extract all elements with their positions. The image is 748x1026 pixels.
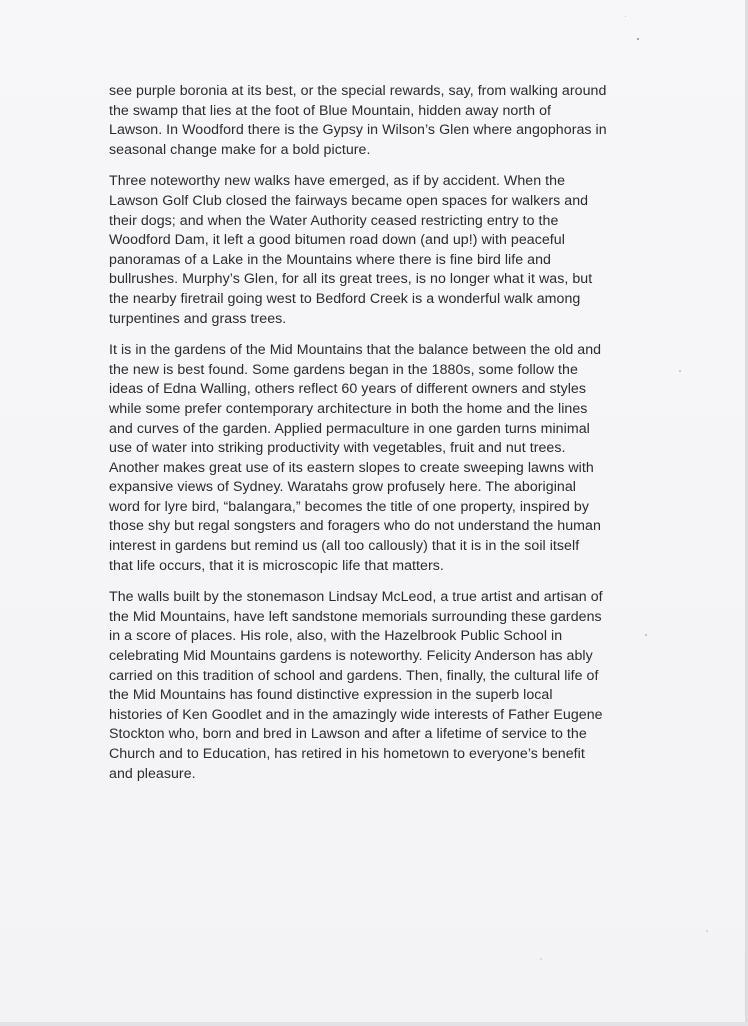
text-line: Lawson Golf Club closed the fairways became open spaces for walkers and: [109, 192, 589, 209]
text-line: Another makes great use of its eastern slopes to create sweeping lawns with: [109, 459, 594, 476]
scan-speck: [540, 958, 542, 960]
scan-speck: [706, 930, 708, 932]
text-line: Lawson. In Woodford there is the Gypsy in Wilson’s Glen where angophoras in: [109, 122, 607, 139]
text-line: the new is best found. Some gardens began in the 1880s, some follow the: [109, 361, 578, 378]
text-line: ideas of Edna Walling, others reflect 60 years of different owners and styles: [109, 381, 587, 398]
text-line: Stockton who, born and bred in Lawson and after a lifetime of service to the: [109, 726, 587, 743]
paragraph-4: [109, 588, 629, 784]
scan-speck: [637, 38, 639, 40]
text-line: The walls built by the stonemason Lindsay McLeod, a true artist and artisan of: [109, 589, 603, 606]
text-line: the Mid Mountains has found distinctive expression in the superb local: [109, 687, 553, 704]
text-line: interest in gardens but remind us (all too callously) that it is in the soil itself: [109, 538, 580, 555]
text-line: histories of Ken Goodlet and in the amazingly wide interests of Father Eugene: [109, 706, 603, 723]
text-line: panoramas of a Lake in the Mountains where there is fine bird life and: [109, 251, 551, 268]
text-line: expansive views of Sydney. Waratahs grow profusely here. The aboriginal: [109, 479, 576, 496]
paragraph-2: [109, 172, 629, 329]
text-line: Three noteworthy new walks have emerged, as if by accident. When the: [109, 173, 566, 190]
scan-speck: [625, 16, 626, 17]
text-line: word for lyre bird, “balangara,” becomes the title of one property, inspired by: [109, 498, 589, 515]
text-line: seasonal change make for a bold picture.: [109, 141, 371, 158]
text-line: while some prefer contemporary architecture in both the home and the lines: [109, 400, 588, 417]
text-line: carried on this tradition of school and gardens. Then, finally, the cultural life of: [109, 667, 599, 684]
text-line: turpentines and grass trees.: [109, 310, 287, 327]
text-line: Woodford Dam, it left a good bitumen road down (and up!) with peaceful: [109, 232, 565, 249]
text-line: It is in the gardens of the Mid Mountains that the balance between the old and: [109, 342, 602, 359]
scan-speck: [679, 370, 681, 372]
text-line: use of water into striking productivity with vegetables, fruit and nut trees.: [109, 440, 566, 457]
text-line: Church and to Education, has retired in his hometown to everyone’s benefit: [109, 746, 585, 762]
text-line: and curves of the garden. Applied permaculture in one garden turns minimal: [109, 420, 590, 437]
text-line: bullrushes. Murphy’s Glen, for all its great trees, is no longer what it was, but: [109, 271, 593, 288]
text-line: their dogs; and when the Water Authority ceased restricting entry to the: [109, 212, 559, 229]
body-text: [109, 82, 629, 796]
paragraph-1: [109, 82, 629, 160]
text-line: see purple boronia at its best, or the special rewards, say, from walking around: [109, 83, 607, 99]
paragraph-3: [109, 341, 629, 576]
text-line: celebrating Mid Mountains gardens is noteworthy. Felicity Anderson has ably: [109, 648, 593, 665]
text-line: that life occurs, that it is microscopic life that matters.: [109, 557, 444, 574]
text-line: the nearby firetrail going west to Bedford Creek is a wonderful walk among: [109, 290, 581, 307]
text-line: and pleasure.: [109, 765, 196, 782]
text-line: the Mid Mountains, have left sandstone memorials surrounding these gardens: [109, 608, 602, 625]
text-line: the swamp that lies at the foot of Blue Mountain, hidden away north of: [109, 102, 552, 119]
scan-speck: [645, 634, 647, 636]
text-line: in a score of places. His role, also, with the Hazelbrook Public School in: [109, 628, 563, 645]
text-line: those shy but regal songsters and foragers who do not understand the human: [109, 518, 601, 535]
page-bottom-edge: [0, 1022, 748, 1026]
